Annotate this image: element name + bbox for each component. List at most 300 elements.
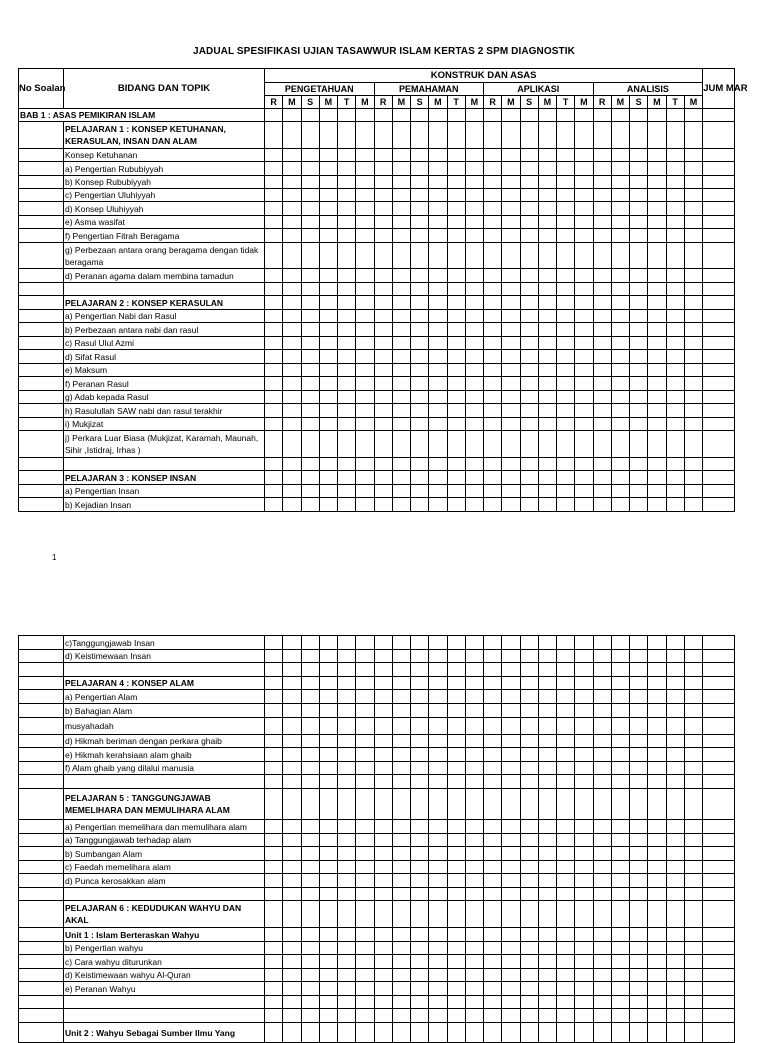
mark-cell (630, 377, 648, 391)
mark-cell (283, 122, 301, 149)
mark-cell (611, 310, 629, 323)
question-number-cell (19, 458, 64, 471)
mark-cell (265, 1009, 283, 1023)
mark-cell (557, 283, 575, 296)
mark-cell (575, 283, 593, 296)
mark-cell (429, 149, 447, 162)
mark-cell (356, 364, 374, 377)
mark-cell (557, 377, 575, 391)
table-row (19, 485, 735, 498)
mark-cell (575, 982, 593, 996)
mark-cell (502, 834, 520, 847)
mark-cell (538, 350, 556, 364)
mark-cell (484, 762, 502, 775)
mark-cell (283, 216, 301, 229)
mark-cell (484, 162, 502, 176)
mark-cell (630, 109, 648, 122)
mark-cell (520, 1023, 538, 1043)
mark-cell (520, 431, 538, 458)
header-subcol-t: T (338, 96, 356, 109)
mark-cell (283, 718, 301, 735)
mark-cell (283, 690, 301, 704)
topic-item: e) Maksum (64, 364, 265, 377)
mark-cell (338, 955, 356, 969)
header-subcol-t: T (557, 96, 575, 109)
table-row (19, 762, 735, 775)
mark-cell (465, 955, 483, 969)
mark-cell (648, 485, 666, 498)
mark-cell (392, 149, 410, 162)
mark-cell (557, 834, 575, 847)
mark-cell (447, 337, 465, 350)
mark-cell (392, 928, 410, 942)
mark-cell (538, 418, 556, 431)
mark-cell (429, 820, 447, 834)
mark-cell (374, 404, 392, 418)
mark-cell (575, 176, 593, 189)
mark-cell (538, 874, 556, 888)
mark-cell (374, 820, 392, 834)
header-subcol-m: M (429, 96, 447, 109)
mark-cell (465, 498, 483, 512)
mark-cell (301, 176, 319, 189)
table-row (19, 176, 735, 189)
mark-cell (502, 704, 520, 718)
mark-cell (374, 350, 392, 364)
mark-cell (265, 888, 283, 901)
mark-cell (283, 189, 301, 202)
mark-cell (484, 704, 502, 718)
mark-cell (283, 337, 301, 350)
mark-cell (265, 216, 283, 229)
mark-cell (447, 404, 465, 418)
mark-cell (502, 690, 520, 704)
mark-cell (319, 901, 337, 928)
mark-cell (520, 498, 538, 512)
mark-cell (465, 323, 483, 337)
mark-cell (429, 283, 447, 296)
mark-cell (648, 955, 666, 969)
mark-cell (356, 874, 374, 888)
mark-cell (319, 789, 337, 820)
mark-cell (611, 377, 629, 391)
mark-cell (611, 176, 629, 189)
mark-cell (648, 296, 666, 310)
mark-cell (319, 216, 337, 229)
mark-cell (411, 485, 429, 498)
mark-cell (520, 735, 538, 748)
table-row (19, 677, 735, 690)
lesson-title: PELAJARAN 5 : TANGGUNGJAWAB MEMELIHARA DAN MEMULIHARA ALAM (64, 789, 265, 820)
mark-cell (502, 243, 520, 269)
mark-cell (575, 109, 593, 122)
mark-cell (611, 202, 629, 216)
mark-cell (356, 216, 374, 229)
mark-cell (465, 269, 483, 283)
mark-cell (538, 748, 556, 762)
mark-cell (648, 229, 666, 243)
mark-cell (684, 677, 702, 690)
table-row (19, 189, 735, 202)
mark-cell (520, 283, 538, 296)
mark-cell (593, 888, 611, 901)
topic-item: e) Asma wasifat (64, 216, 265, 229)
total-mark-cell (703, 1023, 735, 1043)
mark-cell (338, 283, 356, 296)
mark-cell (648, 901, 666, 928)
mark-cell (666, 122, 684, 149)
mark-cell (666, 847, 684, 861)
mark-cell (392, 704, 410, 718)
topic-item (64, 996, 265, 1009)
question-number-cell (19, 350, 64, 364)
mark-cell (484, 874, 502, 888)
mark-cell (630, 337, 648, 350)
mark-cell (593, 229, 611, 243)
table-row (19, 162, 735, 176)
mark-cell (447, 243, 465, 269)
mark-cell (575, 1009, 593, 1023)
mark-cell (538, 735, 556, 748)
mark-cell (484, 735, 502, 748)
mark-cell (447, 350, 465, 364)
mark-cell (666, 955, 684, 969)
mark-cell (611, 283, 629, 296)
mark-cell (319, 485, 337, 498)
mark-cell (265, 874, 283, 888)
topic-item: a) Pengertian Insan (64, 485, 265, 498)
mark-cell (502, 337, 520, 350)
mark-cell (465, 404, 483, 418)
mark-cell (301, 762, 319, 775)
mark-cell (666, 969, 684, 982)
mark-cell (666, 996, 684, 1009)
table-row (19, 149, 735, 162)
mark-cell (557, 498, 575, 512)
mark-cell (319, 364, 337, 377)
mark-cell (575, 969, 593, 982)
mark-cell (319, 888, 337, 901)
topic-item: b) Kejadian Insan (64, 498, 265, 512)
mark-cell (502, 1023, 520, 1043)
mark-cell (465, 996, 483, 1009)
mark-cell (447, 861, 465, 874)
mark-cell (575, 149, 593, 162)
total-mark-cell (703, 498, 735, 512)
mark-cell (447, 982, 465, 996)
mark-cell (484, 861, 502, 874)
mark-cell (611, 243, 629, 269)
mark-cell (338, 636, 356, 650)
mark-cell (338, 1023, 356, 1043)
mark-cell (283, 323, 301, 337)
mark-cell (392, 1023, 410, 1043)
mark-cell (356, 269, 374, 283)
total-mark-cell (703, 748, 735, 762)
lesson-title: Unit 2 : Wahyu Sebagai Sumber Ilmu Yang (64, 1023, 265, 1043)
mark-cell (319, 418, 337, 431)
mark-cell (593, 498, 611, 512)
mark-cell (283, 485, 301, 498)
mark-cell (429, 942, 447, 955)
mark-cell (684, 498, 702, 512)
total-mark-cell (703, 176, 735, 189)
mark-cell (630, 310, 648, 323)
mark-cell (684, 350, 702, 364)
mark-cell (538, 323, 556, 337)
mark-cell (465, 663, 483, 677)
mark-cell (538, 310, 556, 323)
mark-cell (283, 735, 301, 748)
mark-cell (593, 820, 611, 834)
mark-cell (429, 216, 447, 229)
mark-cell (338, 162, 356, 176)
mark-cell (484, 636, 502, 650)
mark-cell (684, 337, 702, 350)
mark-cell (484, 458, 502, 471)
question-number-cell (19, 431, 64, 458)
topic-item (64, 775, 265, 789)
mark-cell (666, 874, 684, 888)
mark-cell (283, 969, 301, 982)
mark-cell (666, 109, 684, 122)
mark-cell (319, 820, 337, 834)
mark-cell (283, 471, 301, 485)
topic-item: g) Adab kepada Rasul (64, 391, 265, 404)
mark-cell (265, 283, 283, 296)
mark-cell (502, 323, 520, 337)
mark-cell (538, 216, 556, 229)
mark-cell (520, 269, 538, 283)
mark-cell (593, 955, 611, 969)
total-mark-cell (703, 283, 735, 296)
mark-cell (392, 337, 410, 350)
mark-cell (356, 162, 374, 176)
question-number-cell (19, 982, 64, 996)
header-konstruk: KONSTRUK DAN ASAS (265, 69, 703, 83)
mark-cell (447, 323, 465, 337)
mark-cell (538, 377, 556, 391)
mark-cell (557, 404, 575, 418)
mark-cell (538, 775, 556, 789)
header-bidang: BIDANG DAN TOPIK (64, 69, 265, 109)
total-mark-cell (703, 323, 735, 337)
mark-cell (630, 861, 648, 874)
mark-cell (648, 176, 666, 189)
question-number-cell (19, 471, 64, 485)
mark-cell (319, 704, 337, 718)
page-number: 1 (52, 553, 57, 562)
mark-cell (447, 498, 465, 512)
mark-cell (648, 704, 666, 718)
topic-item: i) Mukjizat (64, 418, 265, 431)
mark-cell (447, 789, 465, 820)
mark-cell (684, 189, 702, 202)
mark-cell (630, 162, 648, 176)
mark-cell (593, 377, 611, 391)
mark-cell (374, 789, 392, 820)
mark-cell (611, 109, 629, 122)
mark-cell (538, 229, 556, 243)
mark-cell (265, 663, 283, 677)
mark-cell (684, 982, 702, 996)
mark-cell (265, 243, 283, 269)
mark-cell (429, 377, 447, 391)
mark-cell (502, 458, 520, 471)
mark-cell (429, 636, 447, 650)
mark-cell (301, 498, 319, 512)
total-mark-cell (703, 310, 735, 323)
mark-cell (465, 901, 483, 928)
mark-cell (557, 996, 575, 1009)
mark-cell (465, 229, 483, 243)
mark-cell (338, 377, 356, 391)
mark-cell (684, 269, 702, 283)
mark-cell (429, 1023, 447, 1043)
mark-cell (447, 485, 465, 498)
mark-cell (429, 391, 447, 404)
mark-cell (356, 748, 374, 762)
mark-cell (684, 283, 702, 296)
mark-cell (484, 677, 502, 690)
mark-cell (301, 955, 319, 969)
mark-cell (520, 310, 538, 323)
mark-cell (465, 942, 483, 955)
mark-cell (429, 969, 447, 982)
total-mark-cell (703, 122, 735, 149)
mark-cell (411, 229, 429, 243)
mark-cell (502, 861, 520, 874)
mark-cell (520, 874, 538, 888)
mark-cell (557, 901, 575, 928)
table-row (19, 377, 735, 391)
mark-cell (429, 176, 447, 189)
mark-cell (593, 847, 611, 861)
mark-cell (319, 404, 337, 418)
mark-cell (465, 704, 483, 718)
mark-cell (374, 216, 392, 229)
mark-cell (283, 820, 301, 834)
mark-cell (648, 847, 666, 861)
mark-cell (374, 888, 392, 901)
mark-cell (374, 748, 392, 762)
mark-cell (593, 748, 611, 762)
table-row (19, 337, 735, 350)
mark-cell (502, 471, 520, 485)
mark-cell (593, 418, 611, 431)
mark-cell (593, 431, 611, 458)
mark-cell (484, 391, 502, 404)
mark-cell (465, 636, 483, 650)
mark-cell (484, 323, 502, 337)
mark-cell (374, 677, 392, 690)
table-row (19, 834, 735, 847)
mark-cell (447, 189, 465, 202)
mark-cell (411, 202, 429, 216)
mark-cell (265, 458, 283, 471)
mark-cell (374, 1023, 392, 1043)
mark-cell (538, 901, 556, 928)
mark-cell (593, 677, 611, 690)
mark-cell (411, 704, 429, 718)
mark-cell (593, 996, 611, 1009)
mark-cell (429, 243, 447, 269)
mark-cell (429, 775, 447, 789)
mark-cell (502, 718, 520, 735)
mark-cell (356, 1023, 374, 1043)
mark-cell (575, 748, 593, 762)
mark-cell (356, 391, 374, 404)
mark-cell (265, 762, 283, 775)
mark-cell (575, 269, 593, 283)
mark-cell (301, 485, 319, 498)
mark-cell (411, 718, 429, 735)
mark-cell (338, 650, 356, 663)
mark-cell (520, 122, 538, 149)
mark-cell (684, 820, 702, 834)
mark-cell (447, 955, 465, 969)
table-row (19, 775, 735, 789)
mark-cell (538, 847, 556, 861)
topic-item: b) Sumbangan Alam (64, 847, 265, 861)
mark-cell (648, 888, 666, 901)
mark-cell (648, 404, 666, 418)
question-number-cell (19, 874, 64, 888)
topic-item: d) Hikmah beriman dengan perkara ghaib (64, 735, 265, 748)
total-mark-cell (703, 982, 735, 996)
table-row (19, 650, 735, 663)
mark-cell (593, 874, 611, 888)
mark-cell (265, 229, 283, 243)
mark-cell (429, 718, 447, 735)
mark-cell (557, 350, 575, 364)
mark-cell (557, 1009, 575, 1023)
mark-cell (338, 690, 356, 704)
mark-cell (648, 109, 666, 122)
mark-cell (538, 969, 556, 982)
total-mark-cell (703, 847, 735, 861)
topic-item: c) Faedah memelihara alam (64, 861, 265, 874)
mark-cell (447, 162, 465, 176)
mark-cell (557, 704, 575, 718)
mark-cell (502, 888, 520, 901)
mark-cell (575, 310, 593, 323)
mark-cell (502, 109, 520, 122)
topic-item (64, 1009, 265, 1023)
mark-cell (684, 176, 702, 189)
mark-cell (265, 337, 283, 350)
mark-cell (283, 296, 301, 310)
mark-cell (374, 663, 392, 677)
mark-cell (557, 969, 575, 982)
mark-cell (484, 485, 502, 498)
mark-cell (301, 861, 319, 874)
lesson-title: PELAJARAN 6 : KEDUDUKAN WAHYU DAN AKAL (64, 901, 265, 928)
mark-cell (520, 690, 538, 704)
mark-cell (593, 718, 611, 735)
question-number-cell (19, 122, 64, 149)
mark-cell (283, 847, 301, 861)
mark-cell (356, 996, 374, 1009)
mark-cell (301, 663, 319, 677)
mark-cell (356, 704, 374, 718)
mark-cell (319, 969, 337, 982)
mark-cell (301, 189, 319, 202)
mark-cell (684, 1009, 702, 1023)
mark-cell (520, 391, 538, 404)
mark-cell (392, 269, 410, 283)
mark-cell (648, 310, 666, 323)
